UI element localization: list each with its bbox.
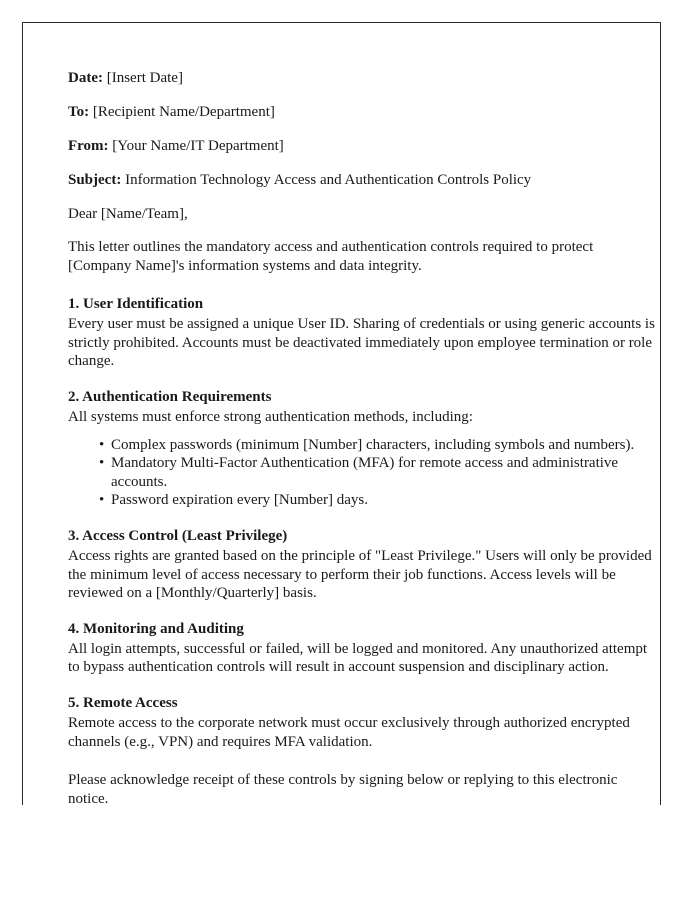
bullet-icon: • [99, 455, 105, 472]
section-authentication-requirements [68, 388, 660, 510]
section-user-identification [68, 295, 660, 371]
section-remote-access [68, 694, 660, 751]
meta-label-from: From: [68, 138, 109, 154]
meta-line-to [68, 101, 660, 135]
list-item-label: Complex passwords (minimum [Number] characters, including symbols and numbers). [111, 436, 635, 453]
intro-paragraph: This letter outlines the mandatory access and authentication controls required to protect [Company Name]'s information systems and data integrity. [68, 239, 594, 274]
list-item [99, 454, 660, 491]
list-item-label: Password expiration every [Number] days. [111, 492, 369, 509]
section-heading-1: 1. User Identification [68, 296, 204, 313]
meta-value-date: [Insert Date] [106, 70, 183, 86]
section-monitoring-auditing [68, 620, 660, 677]
closing-paragraph: Please acknowledge receipt of these controls by signing below or replying to this electronic notice. [68, 772, 618, 807]
meta-label-to: To: [68, 104, 90, 120]
letter-header-block [68, 67, 660, 203]
bullet-icon: • [99, 436, 105, 453]
section-body-2: All systems must enforce strong authentication methods, including: [68, 408, 473, 425]
document-body [68, 67, 660, 808]
list-item-label: Mandatory Multi-Factor Authentication (MFA) for remote access and administrative accounts. [111, 455, 619, 490]
meta-line-from [68, 135, 660, 169]
section-heading-3: 3. Access Control (Least Privilege) [68, 527, 288, 544]
section-heading-5: 5. Remote Access [68, 694, 178, 711]
meta-label-date: Date: [68, 70, 103, 86]
section-heading-4: 4. Monitoring and Auditing [68, 620, 244, 637]
authentication-requirements-list [68, 436, 660, 510]
meta-value-subject: Information Technology Access and Authentication Controls Policy [125, 172, 532, 188]
meta-value-from: [Your Name/IT Department] [112, 138, 284, 154]
section-body-1: Every user must be assigned a unique User ID. Sharing of credentials or using generic accounts is strictly prohibited. Accounts must be deactivated immediately upon employee termination or role change. [68, 316, 655, 370]
section-body-3: Access rights are granted based on the principle of "Least Privilege." Users will only be provided the minimum level of access necessary to perform their job functions. Access levels will be reviewed on a [Monthly/Quarterly] basis. [68, 547, 652, 602]
meta-value-to: [Recipient Name/Department] [92, 104, 275, 120]
list-item [99, 491, 660, 510]
section-body-5: Remote access to the corporate network must occur exclusively through authorized encrypted channels (e.g., VPN) and requires MFA validation. [68, 714, 630, 750]
section-access-control [68, 527, 660, 603]
salutation: Dear [Name/Team], [68, 206, 188, 222]
meta-label-subject: Subject: [68, 172, 122, 188]
meta-line-date [68, 67, 660, 101]
meta-line-subject [68, 169, 660, 203]
section-body-4: All login attempts, successful or failed, will be logged and monitored. Any unauthorized attempt to bypass authentication controls will result in account suspension and disciplinary action. [68, 640, 648, 676]
document-page-frame [22, 22, 661, 805]
bullet-icon: • [99, 492, 105, 509]
list-item [99, 436, 660, 455]
section-heading-2: 2. Authentication Requirements [68, 388, 272, 405]
